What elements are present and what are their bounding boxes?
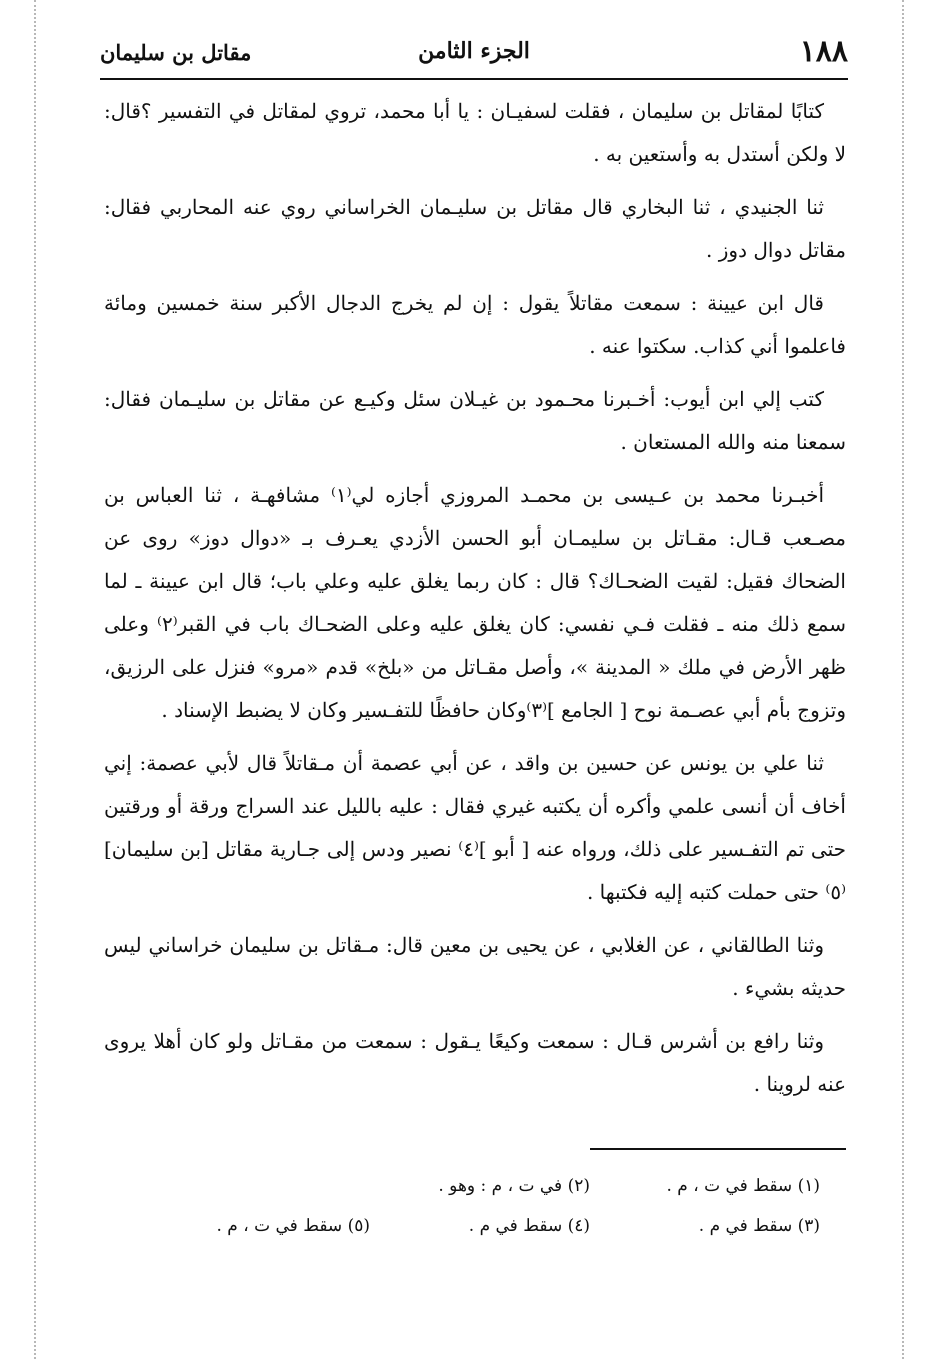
running-subtitle: مقاتل بن سليمان	[100, 40, 252, 65]
main-text	[104, 90, 846, 1116]
paragraph: قال ابن عيينة : سمعت مقاتلاً يقول : إن لم يخرج الدجال الأكبر سنة خمسين ومائة فاعلموا أني كذاب. سكتوا عنه .	[104, 291, 846, 358]
footnote: (٥) سقط في ت ، م .	[216, 1216, 370, 1236]
paragraph: ثنا الجنيدي ، ثنا البخاري قال مقاتل بن سليـمان الخراساني روي عنه المحاربي فقال: مقاتل دوال دوز .	[104, 195, 846, 262]
paragraph: أخبـرنا محمد بن عـيسى بن محمـد المروزي أجازه لي⁽١⁾ مشافهـة ، ثنا العباس بن مصـعب قـال: مقـاتل بن سليمـان أبو الحسن الأزدي يعـرف بـ «دوال دوز» روى عن الضحاك فقيل: لقيت الضحـاك؟ قال : كان ربما يغلق عليه وعلي باب؛ قال ابن عيينة ـ لما سمع ذلك منه ـ فقلت فـي نفسي: كان يغلق عليه وعلى الضحـاك باب في القبر⁽٢⁾ وعلى ظهر الأرض في ملك « المدينة »، وأصل مقـاتل من «بلخ» قدم «مرو» فنزل على الرزيق، وتزوج بأم أبي عصـمة نوح [ الجامع ]⁽٣⁾وكان حافظًا للتفـسير وكان لا يضبط الإسناد .	[104, 483, 846, 722]
header-divider	[100, 78, 848, 80]
running-title: الجزء الثامن	[418, 38, 530, 64]
paragraph: وثنا الطالقاني ، عن الغلابي ، عن يحيى بن معين قال: مـقاتل بن سليمان خراساني ليس حديثه بشيء .	[104, 933, 846, 1000]
footnotes	[160, 1166, 820, 1246]
paragraph: ثنا علي بن يونس عن حسين بن واقد ، عن أبي عصمة أن مـقاتلاً قال لأبي عصمة: إني أخاف أن أنسى علمي وأكره أن يكتبه غيري فقال : عليه بالليل عند السراج ورقة أو ورقتين حتى تم التفـسير على ذلك، ورواه عنه [ أبو ]⁽٤⁾ نصير ودس إلى جـارية مقاتل [بن سليمان]⁽٥⁾ حتى حملت كتبه إليه فكتبها .	[104, 751, 847, 904]
footnote: (٤) سقط في م .	[468, 1216, 590, 1236]
footnote-divider	[590, 1148, 846, 1150]
footnote-row	[160, 1166, 820, 1206]
paragraph: كتب إلي ابن أيوب: أخـبرنا محـمود بن غيـلان سئل وكيـع عن مقاتل بن سليـمان فقال: سمعنا منه والله المستعان .	[104, 387, 846, 454]
scan-edge-line-right	[902, 0, 904, 1359]
footnote: (٣) سقط في م .	[698, 1216, 820, 1236]
page-number: ١٨٨	[799, 34, 848, 69]
page-header	[100, 28, 848, 84]
footnote: (١) سقط في ت ، م .	[666, 1176, 820, 1196]
footnote-row	[160, 1206, 820, 1246]
paragraph: كتابًا لمقاتل بن سليمان ، فقلت لسفيـان : يا أبا محمد، تروي لمقاتل في التفسير ؟قال: لا ولكن أستدل به وأستعين به .	[104, 99, 846, 166]
paragraph: وثنا رافع بن أشرس قـال : سمعت وكيعًا يـقول : سمعت من مقـاتل ولو كان أهلا يروى عنه لروينا .	[104, 1029, 846, 1096]
scan-edge-line-left	[34, 0, 36, 1359]
footnote: (٢) في ت ، م : وهو .	[438, 1176, 590, 1196]
